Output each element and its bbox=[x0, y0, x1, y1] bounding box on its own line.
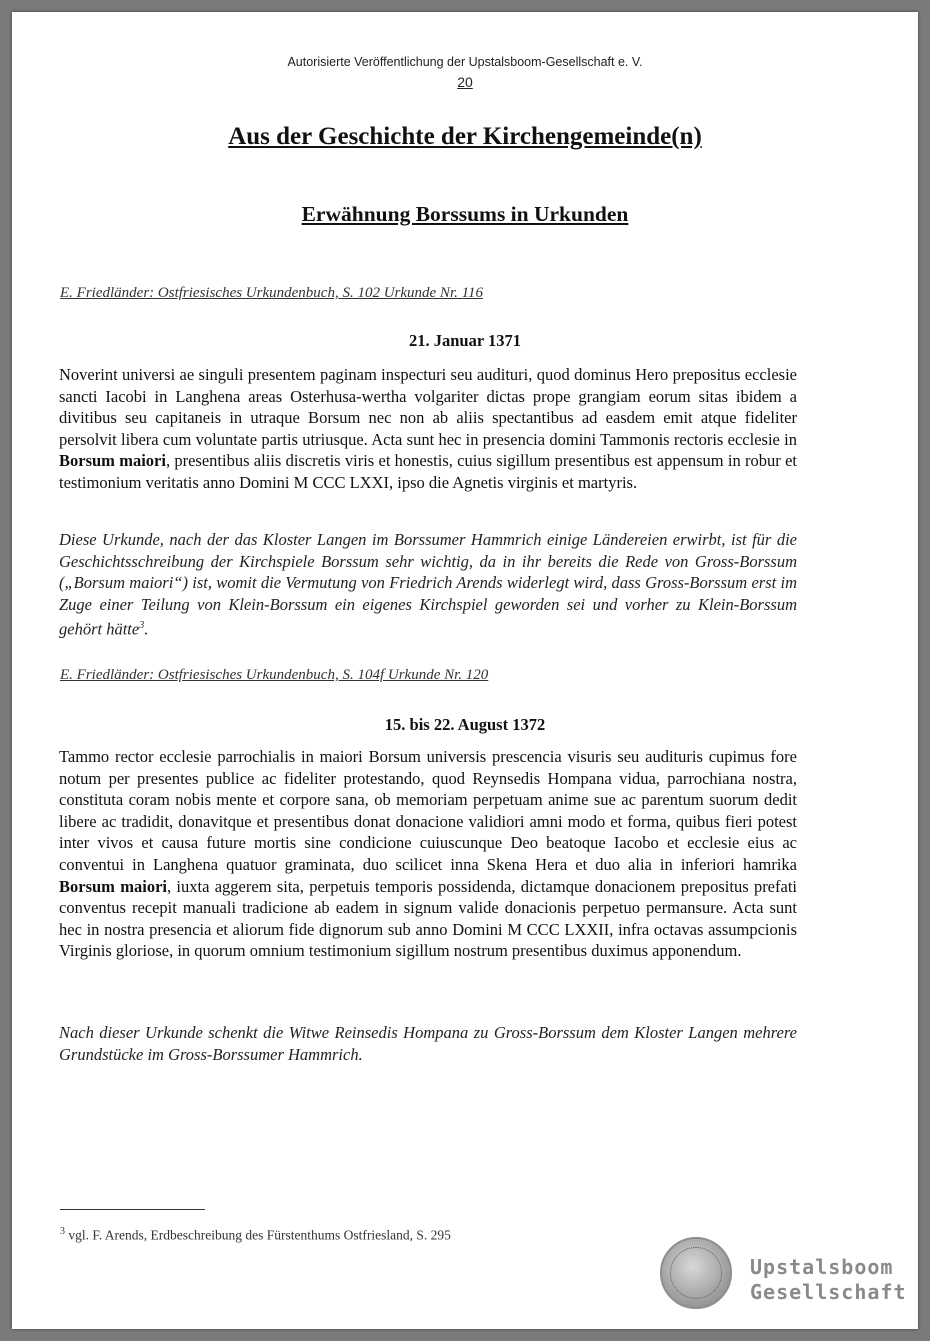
latin-text-1-bold: Borsum maiori bbox=[59, 451, 166, 471]
latin-text-2-bold: Borsum maiori bbox=[59, 876, 167, 896]
commentary-1-text: Diese Urkunde, nach der das Kloster Langen im Borssumer Hammrich einige Ländereien erwirbt, ist für die Geschichtsschreibung der Kirchspiele Borssum sehr wichtig, da in ihr bereits die Rede von Gross-Borssum („Borsum maiori“) ist, womit die Vermutung von Friedrich Arends widerlegt wird, dass Gross-Borssum erst im Zuge einer Teilung von Klein-Borssum ein eigenes Kirchspiel geworden sei und vorher zu Klein-Borssum gehört hätte bbox=[59, 530, 797, 639]
watermark-line-1: Upstalsboom bbox=[750, 1255, 894, 1279]
page-subtitle: Erwähnung Borssums in Urkunden bbox=[301, 202, 629, 226]
footnote-divider bbox=[60, 1209, 205, 1210]
publisher-line: Autorisierte Veröffentlichung der Upstalsboom-Gesellschaft e. V. bbox=[287, 55, 643, 69]
source-citation-1: E. Friedländer: Ostfriesisches Urkundenbuch, S. 102 Urkunde Nr. 116 bbox=[60, 285, 484, 301]
latin-text-1-part-a: Noverint universi ae singuli presentem paginam inspecturi seu audituri, quod dominus Hero prepositus ecclesie sancti Iacobi in Langhena areas Osterhusa-wertha volgariter dictas prope grangiam eorum sitas ibidem a divitibus seu capitaneis in utraque Borsum nec non ab aliis spectantibus ad easdem emit atque fideliter persolvit libera cum voluntate partis utriusque. Acta sunt hec in presencia domini Tammonis rectoris ecclesie in bbox=[59, 365, 797, 449]
latin-text-2 bbox=[59, 746, 797, 962]
footnote-number: 3 bbox=[60, 1226, 65, 1237]
footnote-ref: 3 bbox=[139, 620, 145, 632]
document-date-1: 21. Januar 1371 bbox=[408, 331, 521, 350]
document-date-2: 15. bis 22. August 1372 bbox=[384, 715, 546, 734]
latin-text-1-part-b: , presentibus aliis discretis viris et honestis, cuius sigillum presentibus est appensum in robur et testimonium veritatis anno Domini M CCC LXXI, ipso die Agnetis virginis et martyris. bbox=[59, 451, 797, 492]
latin-text-1 bbox=[59, 364, 797, 494]
document-page bbox=[12, 12, 918, 1329]
latin-text-2-part-a: Tammo rector ecclesie parrochialis in maiori Borsum universis prescencia visuris seu audituris cupimus fore notum per presentes publice ac fideliter protestando, quod Reynsedis Hompana vidua, parrochiana nostra, constituta coram nobis mente et corpore sana, ob memoriam perpetuam anime sue ac parentum suorum dedit libere ac tradidit, donavitque et presentibus donat donacione validiori amni modo et forma, quibus fieri potest inter vivos et causa future mortis sine condicione cuiuscunque Deo beatoque Iacobo et ecclesie eius ac conventui in Langhena quatuor graminata, duo scilicet inna Skena Hera et duo alia in inferiori hamrika bbox=[59, 747, 797, 874]
latin-text-2-part-b: , iuxta aggerem sita, perpetuis temporis possidenda, dictamque donacionem prepositus prefati conventus recepit manuali tradicione ab eadem in signum valide donacionis perpetuo permansure. Acta sunt hec in nostra presencia et aliorum fide dignorum sub anno Domini M CCC LXXII, infra octavas assumpcionis Virginis gloriose, in quorum omnium testimonium sigillum nostrum presentibus duximus apponendum. bbox=[59, 876, 797, 961]
footnote bbox=[60, 1226, 451, 1244]
watermark-line-2: Gesellschaft bbox=[750, 1280, 907, 1304]
page-number: 20 bbox=[457, 74, 473, 90]
commentary-1 bbox=[59, 529, 797, 640]
source-citation-2: E. Friedländer: Ostfriesisches Urkundenbuch, S. 104f Urkunde Nr. 120 bbox=[60, 667, 489, 683]
footnote-text: vgl. F. Arends, Erdbeschreibung des Fürstenthums Ostfriesland, S. 295 bbox=[68, 1227, 451, 1243]
seal-icon bbox=[660, 1237, 732, 1309]
page-title: Aus der Geschichte der Kirchengemeinde(n) bbox=[228, 123, 702, 150]
commentary-1-end: . bbox=[144, 619, 149, 639]
commentary-2: Nach dieser Urkunde schenkt die Witwe Reinsedis Hompana zu Gross-Borssum dem Kloster Langen mehrere Grundstücke im Gross-Borssumer Hammrich. bbox=[59, 1023, 797, 1064]
